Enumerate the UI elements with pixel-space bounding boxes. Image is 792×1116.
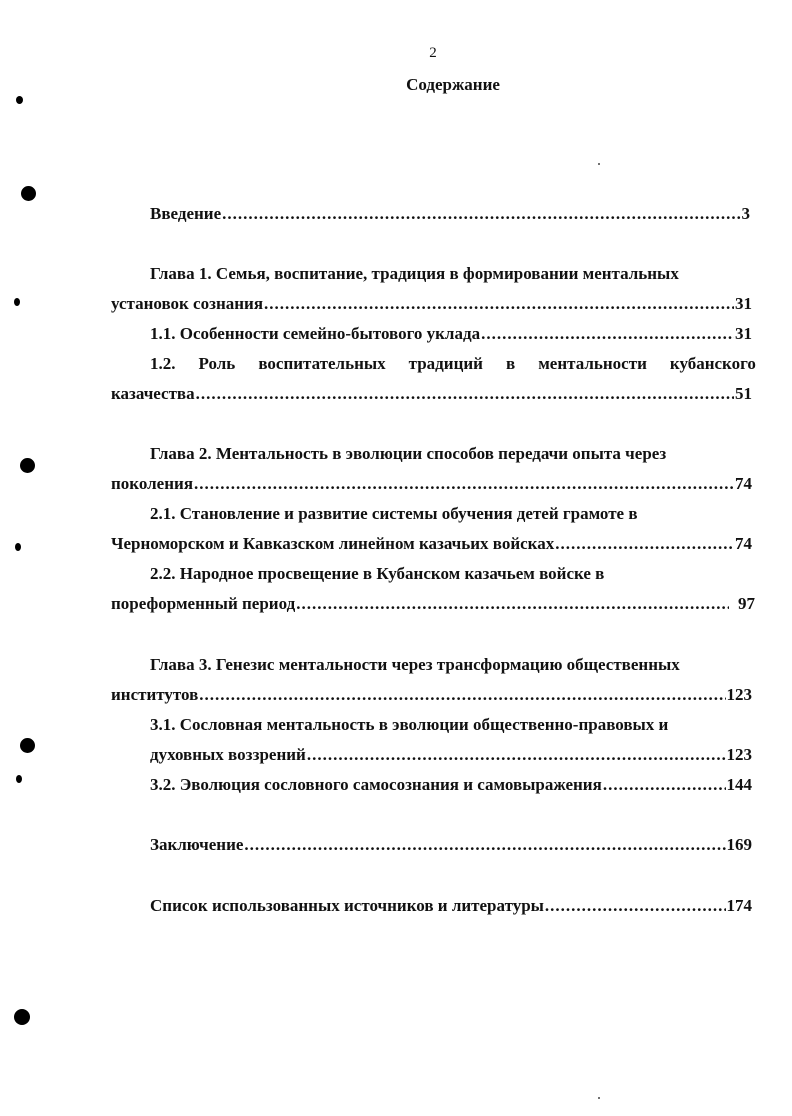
toc-page-number: 123 [726,685,752,704]
toc-entry-label: Черноморском и Кавказском линейном казачьих войсках [111,534,555,553]
word: кубанского [669,354,756,373]
toc-entry-label: институтов [111,685,199,704]
toc-page-number: 97 [738,594,755,613]
toc-entry-3-1[interactable] [150,745,752,765]
leader-dots [196,384,734,404]
leader-dots [264,294,734,314]
toc-entry-1-2[interactable] [111,384,752,404]
binder-hole [16,96,23,104]
word: традиций [408,354,483,373]
toc-entry-label: Заключение [150,835,244,854]
leader-dots [194,474,734,494]
leader-dots [481,324,734,344]
toc-page-number: 3 [741,204,750,223]
leader-dots [296,594,729,614]
word: 1.2. [150,354,176,373]
toc-entry-2-1[interactable] [111,534,752,554]
toc-page-number: 174 [726,896,752,915]
toc-entry-label: Список использованных источников и литературы [150,896,544,915]
toc-entry-label: поколения [111,474,194,493]
toc-page-number: 51 [735,384,752,403]
scan-speck [598,1097,600,1099]
toc-chapter-1-title[interactable]: Глава 1. Семья, воспитание, традиция в формировании ментальных [150,264,679,283]
toc-entry-chapter-1[interactable] [111,294,752,314]
toc-entry-conclusion[interactable] [150,835,752,855]
toc-entry-2-2-title[interactable]: 2.2. Народное просвещение в Кубанском казачьем войске в [150,564,605,583]
binder-hole [16,775,22,783]
binder-hole [20,738,35,753]
toc-page-number: 31 [735,294,752,313]
toc-entry-label: 1.1. Особенности семейно-бытового уклада [150,324,481,343]
toc-entry-label: пореформенный период [111,594,296,613]
toc-entry-2-2[interactable] [111,594,755,614]
toc-entry-2-1-title[interactable]: 2.1. Становление и развитие системы обучения детей грамоте в [150,504,638,523]
leader-dots [244,835,725,855]
page-title: Содержание [406,75,500,94]
toc-entry-chapter-2[interactable] [111,474,752,494]
toc-entry-1-2-title[interactable] [150,354,756,374]
binder-hole [21,186,36,201]
toc-entry-label: казачества [111,384,195,403]
toc-chapter-2-title[interactable]: Глава 2. Ментальность в эволюции способов передачи опыта через [150,444,667,463]
toc-entry-label: Введение [150,204,222,223]
page-number: 2 [429,45,437,61]
toc-entry-intro[interactable] [150,204,750,224]
word: ментальности [538,354,647,373]
binder-hole [15,543,21,551]
leader-dots [222,204,740,224]
toc-page-number: 74 [735,534,752,553]
word: Роль [198,354,236,373]
toc-entry-label: духовных воззрений [150,745,306,764]
toc-entry-sources[interactable] [150,896,752,916]
toc-entry-chapter-3[interactable] [111,685,752,705]
toc-entry-3-2[interactable] [150,775,752,795]
toc-chapter-3-title[interactable]: Глава 3. Генезис ментальности через трансформацию общественных [150,655,680,674]
leader-dots [545,896,726,916]
toc-page-number: 169 [726,835,752,854]
binder-hole [20,458,35,473]
leader-dots [603,775,726,795]
toc-entry-3-1-title[interactable]: 3.1. Сословная ментальность в эволюции общественно-правовых и [150,715,669,734]
toc-page-number: 31 [735,324,752,343]
scan-speck [598,163,600,165]
binder-hole [14,1009,30,1025]
binder-hole [14,298,20,306]
toc-page-number: 144 [726,775,752,794]
toc-page-number: 74 [735,474,752,493]
leader-dots [199,685,725,705]
word: воспитательных [258,354,386,373]
word: в [506,354,516,373]
toc-entry-label: 3.2. Эволюция сословного самосознания и самовыражения [150,775,602,794]
leader-dots [307,745,726,765]
toc-entry-1-1[interactable] [150,324,752,344]
leader-dots [555,534,734,554]
toc-page-number: 123 [726,745,752,764]
toc-entry-label: установок сознания [111,294,264,313]
